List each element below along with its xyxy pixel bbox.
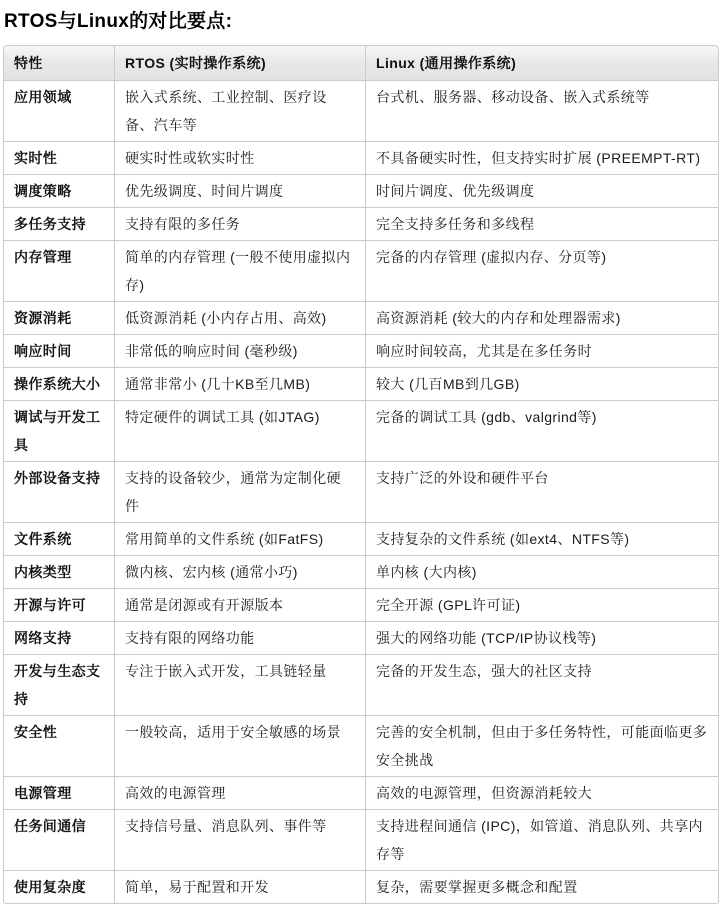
linux-cell: 单内核 (大内核) [366,556,719,589]
table-row [3,302,719,335]
rtos-cell: 支持信号量、消息队列、事件等 [115,810,366,871]
rtos-cell: 微内核、宏内核 (通常小巧) [115,556,366,589]
rtos-cell: 特定硬件的调试工具 (如JTAG) [115,401,366,462]
table-row [3,462,719,523]
table-row [3,589,719,622]
table-row [3,655,719,716]
linux-cell: 台式机、服务器、移动设备、嵌入式系统等 [366,81,719,142]
feature-cell: 外部设备支持 [3,462,115,523]
rtos-cell: 硬实时性或软实时性 [115,142,366,175]
feature-cell: 开源与许可 [3,589,115,622]
feature-cell: 响应时间 [3,335,115,368]
table-row [3,241,719,302]
rtos-cell: 一般较高，适用于安全敏感的场景 [115,716,366,777]
rtos-cell: 非常低的响应时间 (毫秒级) [115,335,366,368]
table-row [3,208,719,241]
linux-cell: 高效的电源管理，但资源消耗较大 [366,777,719,810]
feature-cell: 调试与开发工具 [3,401,115,462]
feature-cell: 网络支持 [3,622,115,655]
linux-cell: 强大的网络功能 (TCP/IP协议栈等) [366,622,719,655]
linux-cell: 完备的内存管理 (虚拟内存、分页等) [366,241,719,302]
linux-cell: 支持广泛的外设和硬件平台 [366,462,719,523]
header-linux: Linux (通用操作系统) [366,45,719,81]
linux-cell: 支持进程间通信 (IPC)，如管道、消息队列、共享内存等 [366,810,719,871]
rtos-cell: 优先级调度、时间片调度 [115,175,366,208]
feature-cell: 调度策略 [3,175,115,208]
table-row [3,335,719,368]
table-row [3,368,719,401]
rtos-cell: 通常非常小 (几十KB至几MB) [115,368,366,401]
rtos-cell: 支持有限的网络功能 [115,622,366,655]
feature-cell: 文件系统 [3,523,115,556]
rtos-cell: 高效的电源管理 [115,777,366,810]
feature-cell: 资源消耗 [3,302,115,335]
feature-cell: 开发与生态支持 [3,655,115,716]
linux-cell: 响应时间较高，尤其是在多任务时 [366,335,719,368]
rtos-cell: 专注于嵌入式开发，工具链轻量 [115,655,366,716]
linux-cell: 较大 (几百MB到几GB) [366,368,719,401]
table-row [3,142,719,175]
header-rtos: RTOS (实时操作系统) [115,45,366,81]
rtos-cell: 简单的内存管理 (一般不使用虚拟内存) [115,241,366,302]
feature-cell: 安全性 [3,716,115,777]
page-title: RTOS与Linux的对比要点: [4,11,233,32]
table-row [3,871,719,904]
feature-cell: 多任务支持 [3,208,115,241]
linux-cell: 完全支持多任务和多线程 [366,208,719,241]
linux-cell: 高资源消耗 (较大的内存和处理器需求) [366,302,719,335]
rtos-cell: 常用简单的文件系统 (如FatFS) [115,523,366,556]
rtos-cell: 嵌入式系统、工业控制、医疗设备、汽车等 [115,81,366,142]
feature-cell: 电源管理 [3,777,115,810]
rtos-cell: 低资源消耗 (小内存占用、高效) [115,302,366,335]
header-row [3,45,719,81]
rtos-cell: 支持的设备较少，通常为定制化硬件 [115,462,366,523]
feature-cell: 应用领域 [3,81,115,142]
header-feature: 特性 [3,45,115,81]
comparison-table-body [3,81,719,904]
table-row [3,622,719,655]
table-row [3,523,719,556]
linux-cell: 时间片调度、优先级调度 [366,175,719,208]
linux-cell: 不具备硬实时性，但支持实时扩展 (PREEMPT-RT) [366,142,719,175]
rtos-cell: 简单，易于配置和开发 [115,871,366,904]
linux-cell: 完全开源 (GPL许可证) [366,589,719,622]
feature-cell: 内存管理 [3,241,115,302]
table-row [3,556,719,589]
table-row [3,81,719,142]
table-row [3,810,719,871]
rtos-cell: 通常是闭源或有开源版本 [115,589,366,622]
table-row [3,777,719,810]
linux-cell: 支持复杂的文件系统 (如ext4、NTFS等) [366,523,719,556]
feature-cell: 内核类型 [3,556,115,589]
feature-cell: 任务间通信 [3,810,115,871]
feature-cell: 操作系统大小 [3,368,115,401]
table-row [3,716,719,777]
table-row [3,175,719,208]
linux-cell: 完备的开发生态，强大的社区支持 [366,655,719,716]
linux-cell: 完备的调试工具 (gdb、valgrind等) [366,401,719,462]
feature-cell: 实时性 [3,142,115,175]
table-row [3,401,719,462]
feature-cell: 使用复杂度 [3,871,115,904]
linux-cell: 复杂，需要掌握更多概念和配置 [366,871,719,904]
comparison-table [3,45,719,904]
rtos-cell: 支持有限的多任务 [115,208,366,241]
linux-cell: 完善的安全机制，但由于多任务特性，可能面临更多安全挑战 [366,716,719,777]
